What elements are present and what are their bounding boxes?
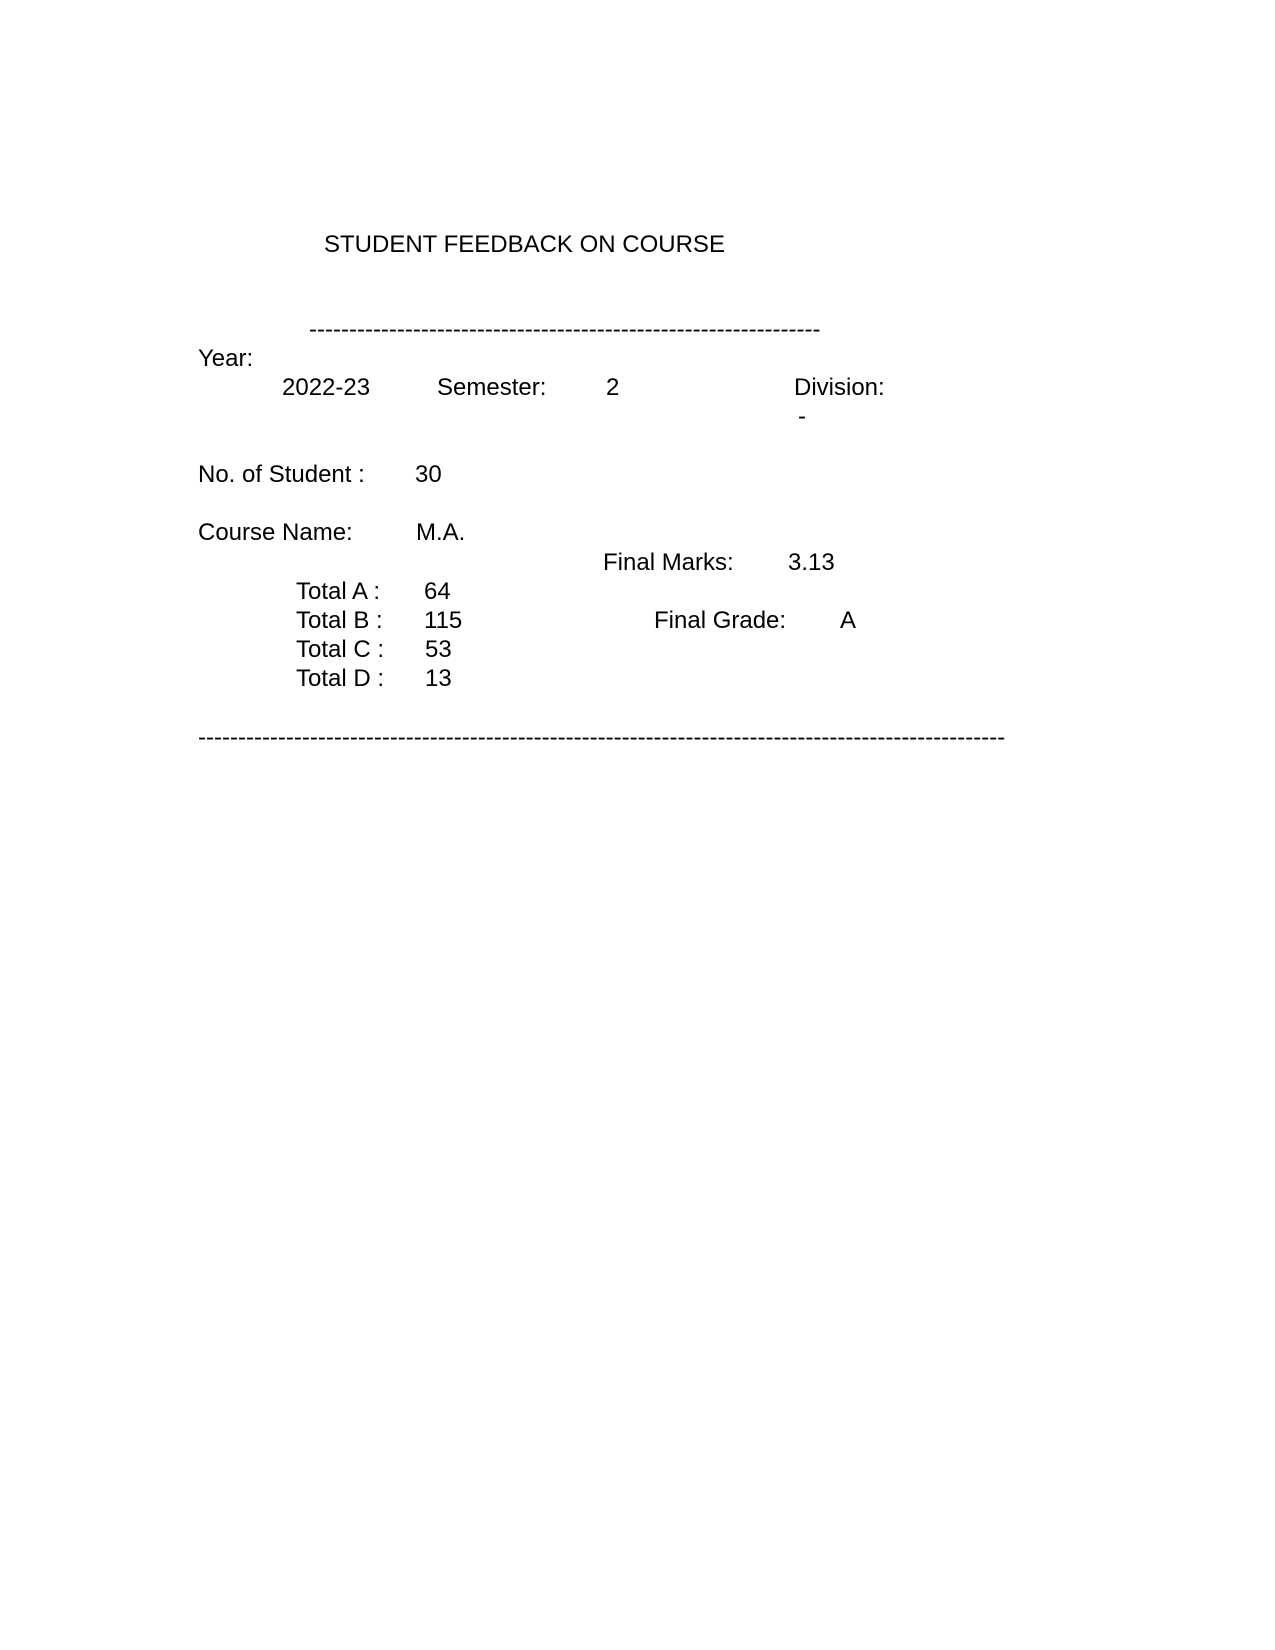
total-d-value: 13	[425, 665, 452, 692]
division-value: -	[798, 403, 806, 430]
semester-label: Semester:	[437, 374, 547, 401]
year-value: 2022-23	[282, 374, 371, 401]
total-c-value: 53	[425, 636, 452, 663]
final-marks-label: Final Marks:	[603, 549, 734, 576]
separator-bottom: -----------------------------------------------------------------------------------------------------	[198, 724, 1006, 751]
total-a-value: 64	[424, 578, 451, 605]
final-grade-value: A	[840, 607, 857, 634]
total-d-label: Total D :	[296, 665, 385, 692]
semester-value: 2	[606, 374, 620, 401]
total-b-value: 115	[424, 607, 463, 634]
year-label: Year:	[198, 345, 254, 372]
course-label: Course Name:	[198, 519, 353, 546]
course-value: M.A.	[416, 519, 466, 546]
final-grade-label: Final Grade:	[654, 607, 787, 634]
report-title: STUDENT FEEDBACK ON COURSE	[324, 231, 725, 258]
students-value: 30	[415, 461, 442, 488]
total-b-label: Total B :	[296, 607, 383, 634]
separator-top: ----------------------------------------------------------------	[309, 316, 821, 343]
total-a-label: Total A :	[296, 578, 381, 605]
total-c-label: Total C :	[296, 636, 385, 663]
division-label: Division:	[794, 374, 885, 401]
final-marks-value: 3.13	[788, 549, 835, 576]
students-label: No. of Student :	[198, 461, 365, 488]
